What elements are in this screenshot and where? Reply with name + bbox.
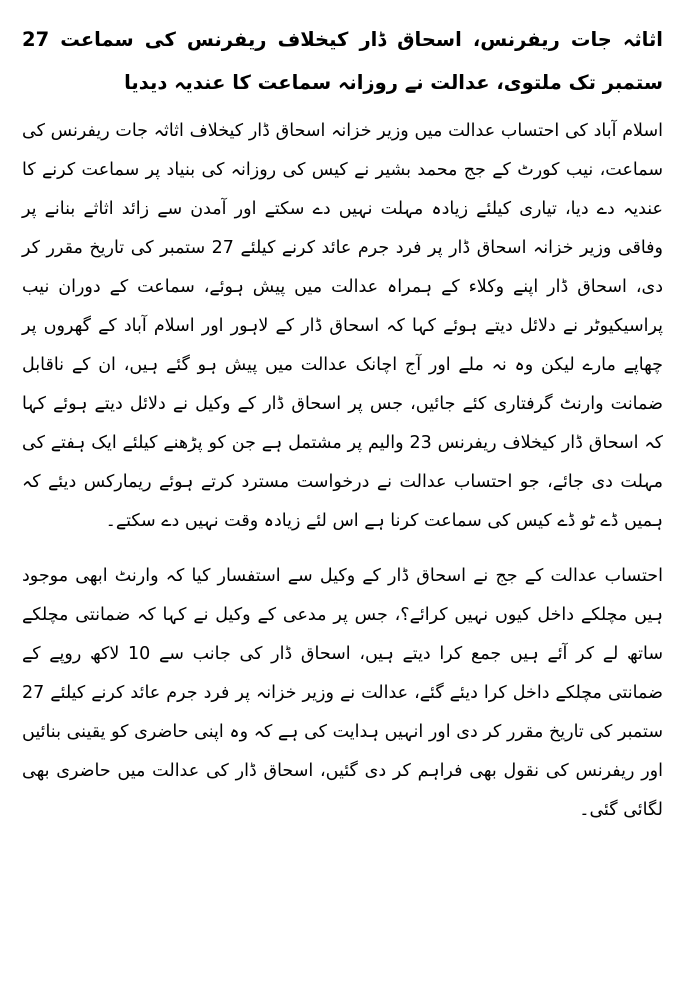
- article-paragraph-1: اسلام آباد کی احتساب عدالت میں وزیر خزانہ اسحاق ڈار کیخلاف اثاثہ جات ریفرنس کی سماعت، نیب کورٹ کے جج محمد بشیر نے کیس کی روزانہ کی بنیاد پر سماعت کرنے کا عندیہ دے دیا، تیاری کیلئے زیادہ مہلت نہیں دے سکتے اور آمدن سے زائد اثاثے بنانے پر وفاقی وزیر خزانہ اسحاق ڈار پر فرد جرم عائد کرنے کیلئے 27 ستمبر کی تاریخ مقرر کر دی، اسحاق ڈار اپنے وکلاء کے ہمراہ عدالت میں پیش ہوئے، سماعت کے دوران نیب پراسیکیوٹر نے دلائل دیتے ہوئے کہا کہ اسحاق ڈار کے لاہور اور اسلام آباد کے گھروں پر چھاپے مارے لیکن وہ نہ ملے اور آج اچانک عدالت میں پیش ہو گئے ہیں، ان کے ناقابل ضمانت وارنٹ گرفتاری کئے جائیں، جس پر اسحاق ڈار کے وکیل نے دلائل دیتے ہوئے کہا کہ اسحاق ڈار کیخلاف ریفرنس 23 والیم پر مشتمل ہے جن کو پڑھنے کیلئے ایک ہفتے کی مہلت دی جائے، جو احتساب عدالت نے درخواست مسترد کرتے ہوئے ریمارکس دیئے کہ ہمیں ڈے ٹو ڈے کیس کی سماعت کرنا ہے اس لئے زیادہ وقت نہیں دے سکتے۔: [22, 121, 663, 531]
- article-headline: اثاثہ جات ریفرنس، اسحاق ڈار کیخلاف ریفرنس کی سماعت 27 ستمبر تک ملتوی، عدالت نے روزانہ سماعت کا عندیہ دیدیا: [22, 28, 663, 94]
- article-paragraph-2: احتساب عدالت کے جج نے اسحاق ڈار کے وکیل سے استفسار کیا کہ وارنٹ ابھی موجود ہیں مچلکے داخل کیوں نہیں کرائے؟، جس پر مدعی کے وکیل نے کہا کہ ضمانتی مچلکے ساتھ لے کر آئے ہیں جمع کرا دیتے ہیں، اسحاق ڈار کی جانب سے 10 لاکھ روپے کے ضمانتی مچلکے داخل کرا دیئے گئے، عدالت نے وزیر خزانہ پر فرد جرم عائد کرنے کیلئے 27 ستمبر کی تاریخ مقرر کر دی اور انہیں ہدایت کی ہے کہ وہ اپنی حاضری کو یقینی بنائیں اور ریفرنس کی نقول بھی فراہم کر دی گئیں، اسحاق ڈار کی عدالت میں حاضری بھی لگائی گئی۔: [22, 566, 663, 820]
